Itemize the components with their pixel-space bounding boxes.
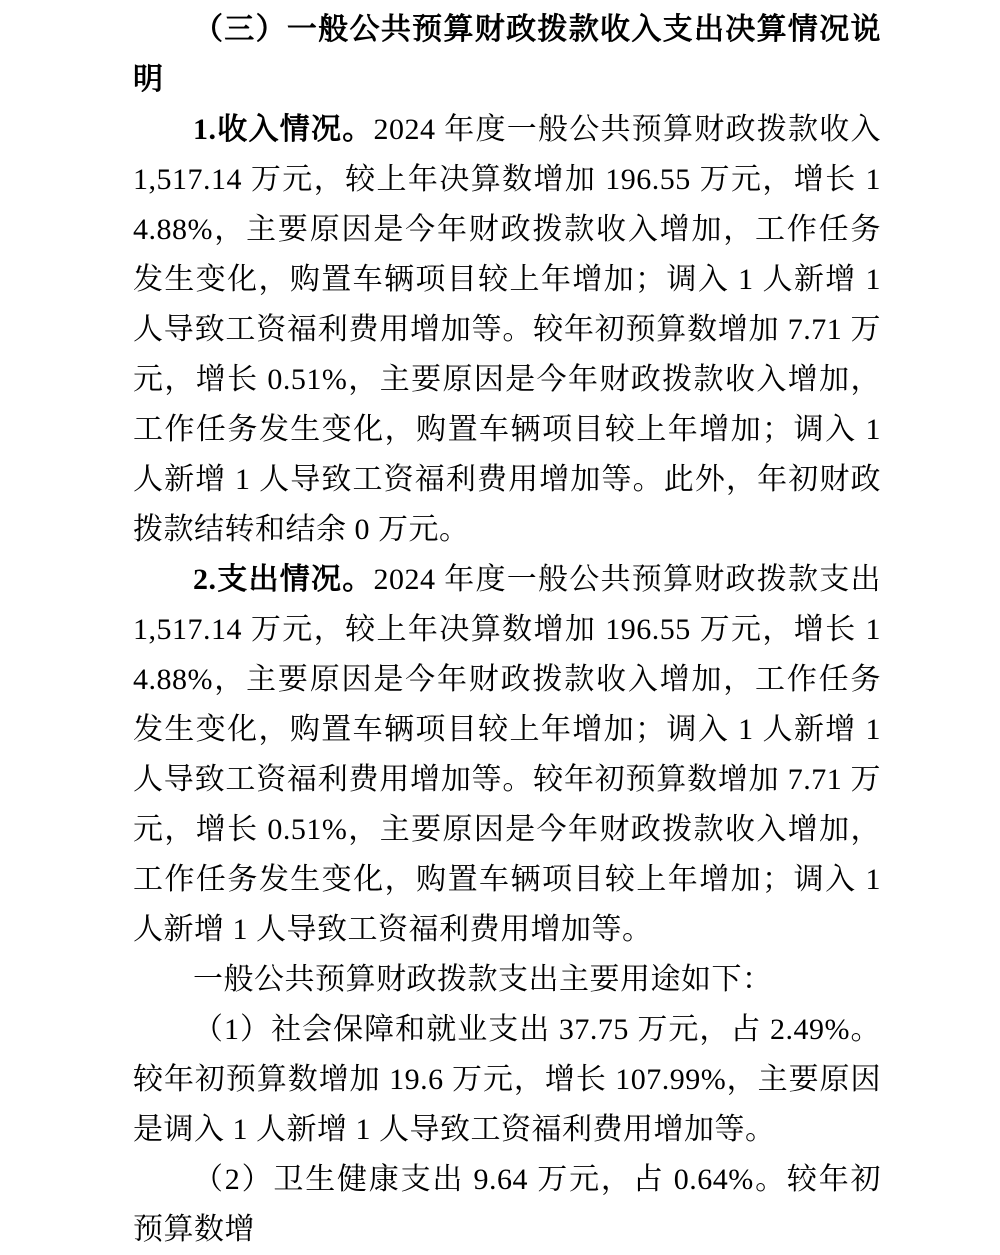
- paragraph-usage-intro: 一般公共预算财政拨款支出主要用途如下：: [193, 963, 773, 996]
- paragraph-expenditure-lead: 2.支出情况。: [193, 563, 374, 596]
- paragraph-social-security: （1）社会保障和就业支出 37.75 万元，占 2.49%。较年初预算数增加 19.6 万元，增长 107.99%，主要原因是调入 1 人新增 1 人导致工资福利费用增加等。: [133, 1013, 881, 1146]
- paragraph-income-lead: 1.收入情况。: [193, 113, 374, 146]
- paragraph-health: （2）卫生健康支出 9.64 万元，占 0.64%。较年初预算数增: [133, 1163, 881, 1246]
- paragraph-expenditure: [133, 555, 881, 955]
- paragraph-income-text: 2024 年度一般公共预算财政拨款收入 1,517.14 万元，较上年决算数增加 196.55 万元，增长 14.88%，主要原因是今年财政拨款收入增加，工作任务发生变化，购置车辆项目较上年增加；调入 1 人新增 1 人导致工资福利费用增加等。较年初预算数增加 7.71 万元，增长 0.51%，主要原因是今年财政拨款收入增加，工作任务发生变化，购置车辆项目较上年增加；调入 1 人新增 1 人导致工资福利费用增加等。此外，年初财政拨款结转和结余 0 万元。: [133, 113, 881, 546]
- section-heading: （三）一般公共预算财政拨款收入支出决算情况说明: [133, 13, 881, 96]
- paragraph-expenditure-text: 2024 年度一般公共预算财政拨款支出 1,517.14 万元，较上年决算数增加 196.55 万元，增长 14.88%，主要原因是今年财政拨款收入增加，工作任务发生变化，购置车辆项目较上年增加；调入 1 人新增 1 人导致工资福利费用增加等。较年初预算数增加 7.71 万元，增长 0.51%，主要原因是今年财政拨款收入增加，工作任务发生变化，购置车辆项目较上年增加；调入 1 人新增 1 人导致工资福利费用增加等。: [133, 563, 881, 946]
- paragraph-income: [133, 105, 881, 555]
